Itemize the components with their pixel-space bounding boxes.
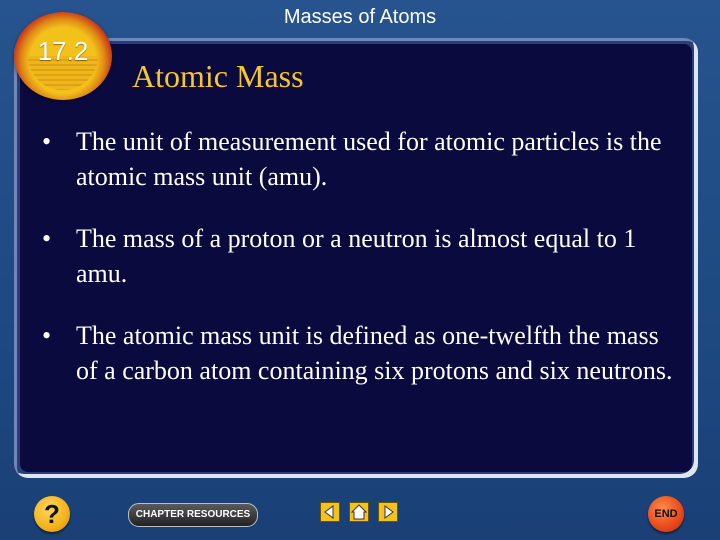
previous-arrow-icon — [321, 503, 339, 521]
bullet-text: The mass of a proton or a neutron is almost equal to 1 amu. — [76, 224, 637, 288]
next-button[interactable] — [378, 502, 398, 522]
next-arrow-icon — [379, 503, 397, 521]
end-button[interactable]: END — [648, 496, 684, 532]
bullet-text: The atomic mass unit is defined as one-twelfth the mass of a carbon atom containing six protons and six neutrons. — [76, 321, 673, 385]
bullet-item — [38, 221, 678, 291]
bullet-item — [38, 318, 678, 388]
section-badge — [14, 12, 112, 100]
home-button[interactable] — [349, 502, 369, 522]
bullet-dot: • — [42, 224, 52, 253]
slide-title: Atomic Mass — [132, 58, 304, 94]
bullet-dot: • — [42, 127, 52, 156]
bullet-list — [38, 124, 678, 415]
topic-title: Masses of Atoms — [283, 6, 437, 28]
section-number: 17.2 — [37, 36, 89, 66]
bullet-dot: • — [42, 321, 52, 350]
previous-button[interactable] — [320, 502, 340, 522]
bullet-text: The unit of measurement used for atomic particles is the atomic mass unit (amu). — [76, 127, 662, 191]
help-button[interactable]: ? — [34, 496, 70, 532]
bullet-item — [38, 124, 678, 194]
footer-bar — [0, 484, 720, 540]
home-icon — [350, 503, 368, 521]
chapter-resources-button[interactable]: CHAPTER RESOURCES — [128, 503, 258, 527]
